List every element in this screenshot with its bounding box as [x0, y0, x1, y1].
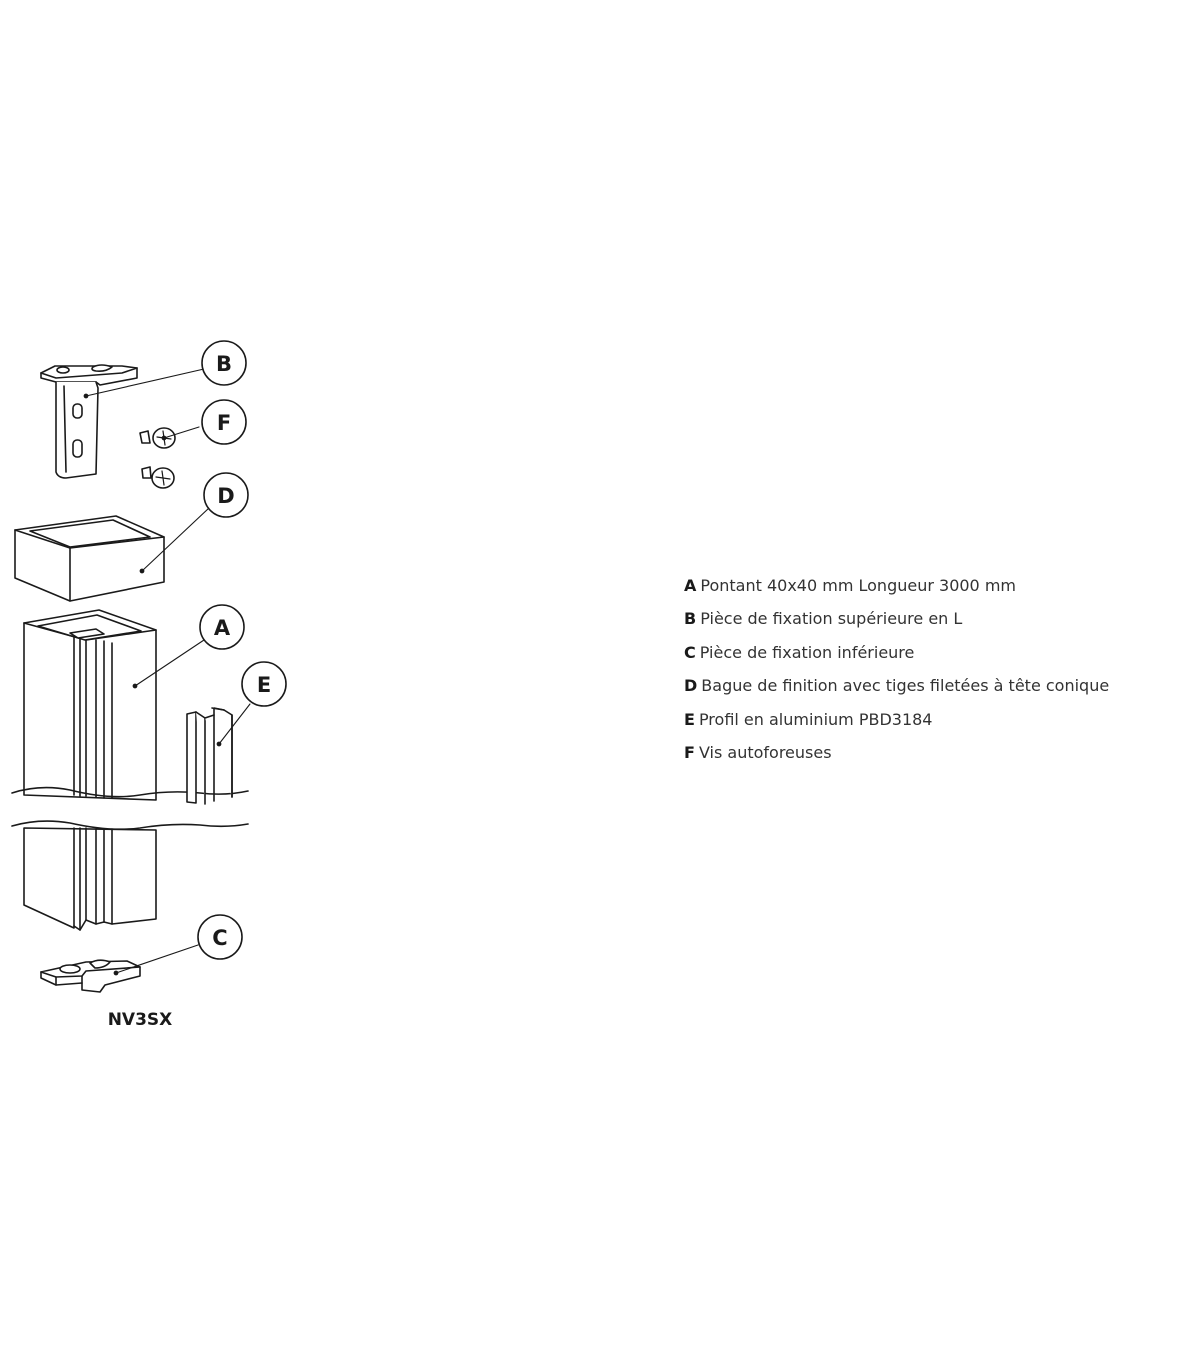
legend-item	[684, 574, 1109, 607]
callout-label-c: C	[212, 926, 228, 950]
callout-label-a: A	[213, 616, 231, 640]
model-code: NV3SX	[107, 1010, 173, 1030]
part-e-aluminium-profile	[187, 708, 232, 804]
callout-label-b: B	[215, 352, 233, 376]
part-a-post-top	[24, 610, 156, 800]
part-f-screws	[140, 428, 175, 488]
callout-label-e: E	[256, 673, 272, 697]
legend-item	[684, 674, 1109, 707]
legend-item	[684, 741, 1109, 774]
callout-label-d: D	[217, 484, 235, 508]
legend-item	[684, 708, 1109, 741]
part-c-lower-fixing	[41, 960, 140, 992]
callout-circles	[198, 341, 286, 959]
leader-c	[116, 945, 198, 973]
legend-key: A	[684, 576, 697, 595]
legend-text: Vis autoforeuses	[698, 742, 832, 762]
part-a-post-bottom	[24, 828, 156, 930]
legend-key: F	[684, 742, 695, 762]
part-b-l-bracket	[41, 365, 137, 478]
legend-item	[684, 607, 1109, 640]
legend-key: D	[684, 676, 698, 696]
legend-text: Bague de finition avec tiges filetées à tête conique	[701, 676, 1110, 696]
legend-text: Profil en aluminium PBD3184	[698, 709, 933, 729]
legend-key: C	[684, 642, 696, 662]
parts-legend	[684, 574, 1109, 774]
legend-key: E	[684, 709, 695, 729]
legend-item	[684, 641, 1109, 674]
legend-text: Pontant 40x40 mm Longueur 3000 mm	[700, 576, 1016, 595]
legend-key: B	[684, 609, 697, 629]
legend-text: Pièce de fixation supérieure en L	[700, 609, 963, 629]
callout-label-f: F	[216, 411, 232, 435]
part-d-finishing-ring	[15, 516, 164, 601]
legend-text: Pièce de fixation inférieure	[699, 642, 915, 662]
